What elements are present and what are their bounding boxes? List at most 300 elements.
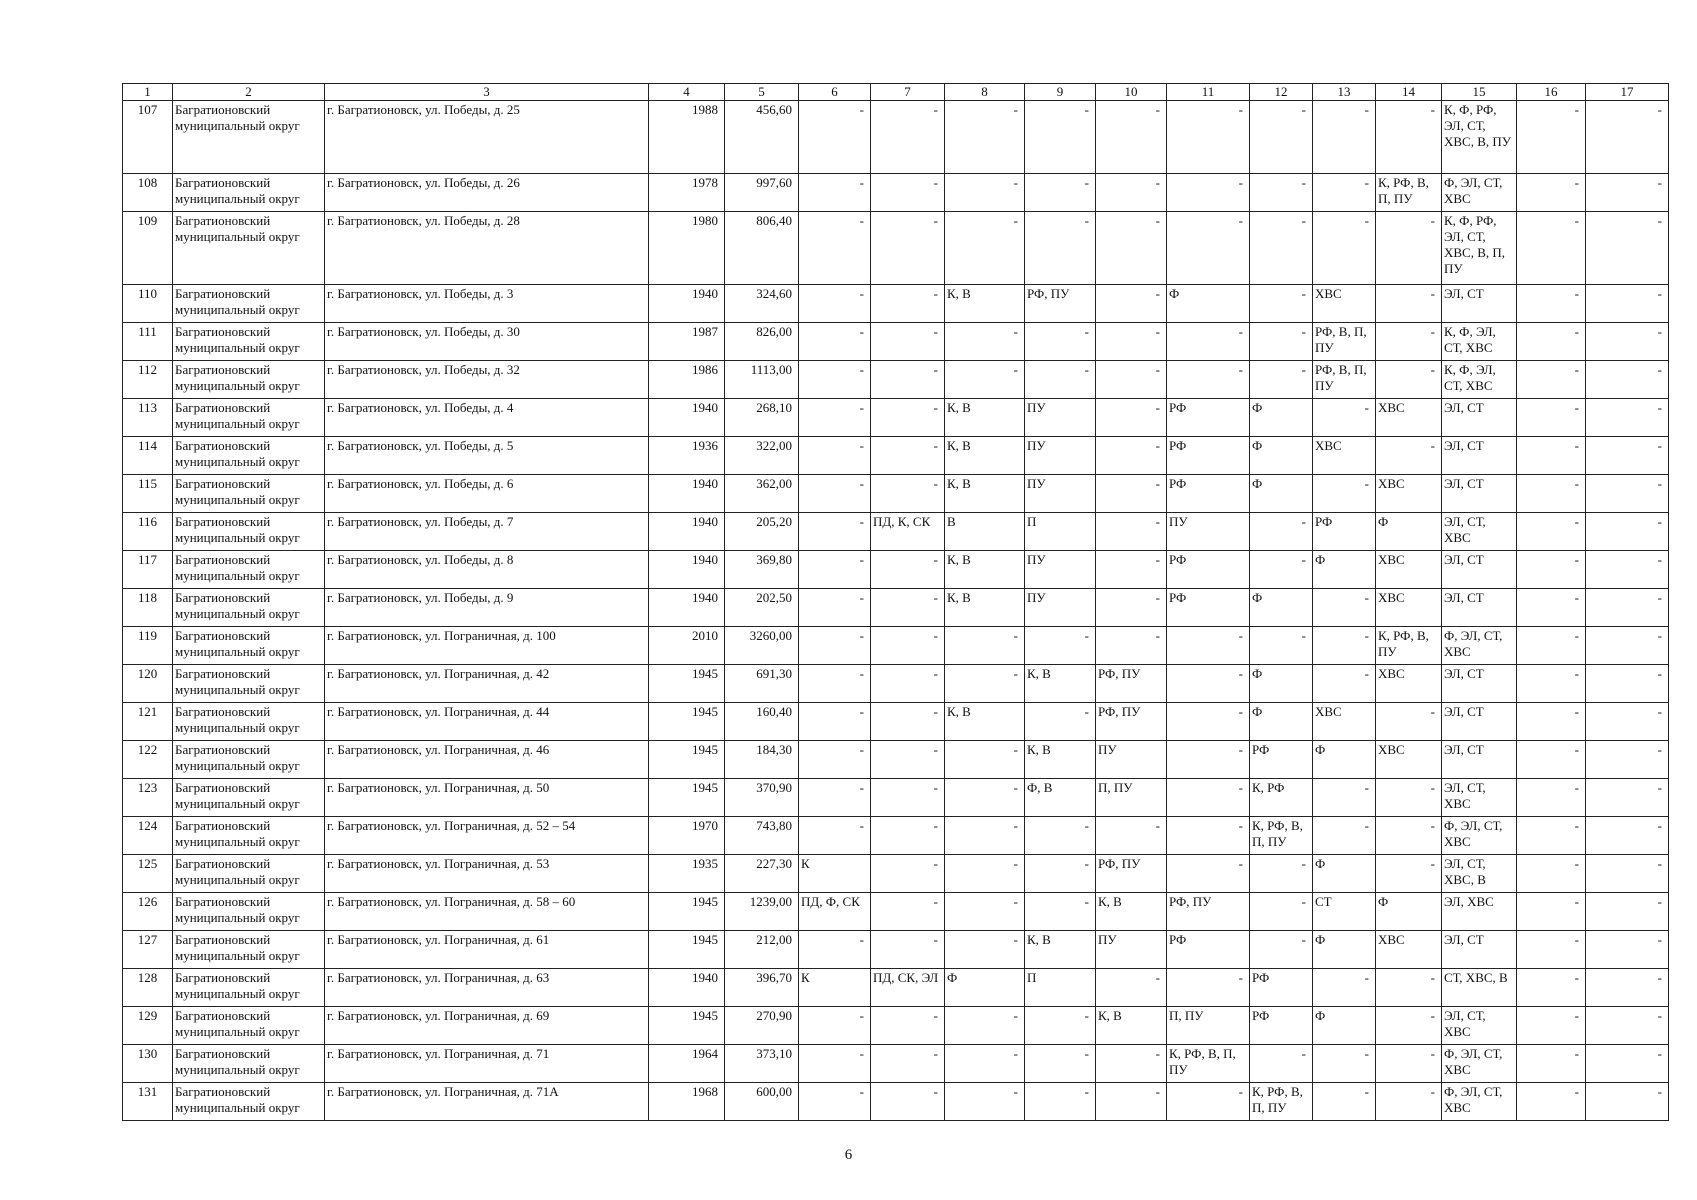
table-cell-col-5: 205,20 <box>725 513 799 551</box>
table-cell-col-16: - <box>1517 893 1586 931</box>
table-cell-col-11: РФ <box>1167 931 1250 969</box>
table-cell-col-1: 129 <box>123 1007 173 1045</box>
column-header-8: 8 <box>945 84 1025 101</box>
table-cell-col-10: - <box>1096 437 1167 475</box>
table-cell-col-3: г. Багратионовск, ул. Пограничная, д. 42 <box>325 665 649 703</box>
table-cell-col-15: ЭЛ, СТ <box>1442 703 1517 741</box>
table-cell-col-11: - <box>1167 101 1250 174</box>
table-cell-col-6: - <box>799 817 871 855</box>
table-cell-col-17: - <box>1586 627 1669 665</box>
table-cell-col-12: - <box>1250 361 1313 399</box>
table-cell-col-17: - <box>1586 399 1669 437</box>
table-cell-col-17: - <box>1586 703 1669 741</box>
table-cell-col-12: Ф <box>1250 589 1313 627</box>
table-cell-col-17: - <box>1586 1045 1669 1083</box>
table-cell-col-12: - <box>1250 323 1313 361</box>
table-cell-col-9: - <box>1025 627 1096 665</box>
table-cell-col-5: 212,00 <box>725 931 799 969</box>
table-cell-col-11: - <box>1167 1083 1250 1121</box>
table-cell-col-16: - <box>1517 475 1586 513</box>
table-cell-col-3: г. Багратионовск, ул. Пограничная, д. 100 <box>325 627 649 665</box>
table-cell-col-14: К, РФ, В, ПУ <box>1376 627 1442 665</box>
table-cell-col-3: г. Багратионовск, ул. Пограничная, д. 58 – 60 <box>325 893 649 931</box>
table-cell-col-6: - <box>799 931 871 969</box>
table-cell-col-10: - <box>1096 817 1167 855</box>
table-cell-col-9: ПУ <box>1025 437 1096 475</box>
table-cell-col-1: 124 <box>123 817 173 855</box>
table-cell-col-4: 1936 <box>649 437 725 475</box>
table-cell-col-15: Ф, ЭЛ, СТ, ХВС <box>1442 1045 1517 1083</box>
table-cell-col-13: - <box>1313 212 1376 285</box>
table-cell-col-7: - <box>871 399 945 437</box>
table-cell-col-2: Багратионовский муниципальный округ <box>173 323 325 361</box>
table-cell-col-16: - <box>1517 361 1586 399</box>
table-cell-col-2: Багратионовский муниципальный округ <box>173 779 325 817</box>
table-cell-col-5: 997,60 <box>725 174 799 212</box>
table-cell-col-17: - <box>1586 475 1669 513</box>
table-cell-col-10: ПУ <box>1096 931 1167 969</box>
table-cell-col-8: К, В <box>945 551 1025 589</box>
table-row <box>123 779 1669 817</box>
table-cell-col-3: г. Багратионовск, ул. Победы, д. 4 <box>325 399 649 437</box>
table-cell-col-14: ХВС <box>1376 551 1442 589</box>
table-cell-col-13: РФ, В, П, ПУ <box>1313 361 1376 399</box>
table-cell-col-2: Багратионовский муниципальный округ <box>173 855 325 893</box>
table-cell-col-17: - <box>1586 437 1669 475</box>
table-cell-col-10: - <box>1096 969 1167 1007</box>
table-cell-col-7: - <box>871 893 945 931</box>
table-cell-col-8: - <box>945 101 1025 174</box>
table-cell-col-2: Багратионовский муниципальный округ <box>173 741 325 779</box>
table-cell-col-3: г. Багратионовск, ул. Пограничная, д. 61 <box>325 931 649 969</box>
table-cell-col-9: ПУ <box>1025 399 1096 437</box>
table-cell-col-7: - <box>871 323 945 361</box>
table-cell-col-6: ПД, Ф, СК <box>799 893 871 931</box>
table-cell-col-15: ЭЛ, СТ <box>1442 437 1517 475</box>
table-cell-col-10: - <box>1096 101 1167 174</box>
table-cell-col-2: Багратионовский муниципальный округ <box>173 399 325 437</box>
table-cell-col-6: - <box>799 703 871 741</box>
table-cell-col-9: РФ, ПУ <box>1025 285 1096 323</box>
table-cell-col-9: - <box>1025 1045 1096 1083</box>
column-header-4: 4 <box>649 84 725 101</box>
table-row <box>123 1045 1669 1083</box>
table-cell-col-11: К, РФ, В, П, ПУ <box>1167 1045 1250 1083</box>
table-cell-col-17: - <box>1586 779 1669 817</box>
table-cell-col-5: 160,40 <box>725 703 799 741</box>
table-cell-col-13: ХВС <box>1313 437 1376 475</box>
table-cell-col-10: ПУ <box>1096 741 1167 779</box>
table-cell-col-16: - <box>1517 285 1586 323</box>
table-cell-col-16: - <box>1517 513 1586 551</box>
table-cell-col-11: П, ПУ <box>1167 1007 1250 1045</box>
table-cell-col-11: - <box>1167 741 1250 779</box>
table-cell-col-15: К, Ф, РФ, ЭЛ, СТ, ХВС, В, П, ПУ <box>1442 212 1517 285</box>
table-cell-col-8: - <box>945 212 1025 285</box>
table-cell-col-6: - <box>799 1083 871 1121</box>
table-cell-col-2: Багратионовский муниципальный округ <box>173 1083 325 1121</box>
table-cell-col-10: - <box>1096 212 1167 285</box>
table-cell-col-17: - <box>1586 101 1669 174</box>
table-cell-col-5: 396,70 <box>725 969 799 1007</box>
table-cell-col-13: - <box>1313 1083 1376 1121</box>
table-cell-col-9: ПУ <box>1025 551 1096 589</box>
table-cell-col-1: 125 <box>123 855 173 893</box>
table-cell-col-14: ХВС <box>1376 589 1442 627</box>
table-cell-col-5: 743,80 <box>725 817 799 855</box>
table-cell-col-8: - <box>945 779 1025 817</box>
table-cell-col-8: - <box>945 361 1025 399</box>
table-cell-col-4: 1978 <box>649 174 725 212</box>
table-cell-col-1: 128 <box>123 969 173 1007</box>
table-cell-col-4: 1968 <box>649 1083 725 1121</box>
table-cell-col-3: г. Багратионовск, ул. Пограничная, д. 71 <box>325 1045 649 1083</box>
table-cell-col-9: К, В <box>1025 665 1096 703</box>
column-header-16: 16 <box>1517 84 1586 101</box>
table-cell-col-8: - <box>945 893 1025 931</box>
table-row <box>123 361 1669 399</box>
table-cell-col-9: ПУ <box>1025 475 1096 513</box>
table-cell-col-16: - <box>1517 931 1586 969</box>
table-cell-col-2: Багратионовский муниципальный округ <box>173 285 325 323</box>
table-cell-col-13: - <box>1313 475 1376 513</box>
table-cell-col-17: - <box>1586 323 1669 361</box>
table-cell-col-8: - <box>945 817 1025 855</box>
table-cell-col-7: - <box>871 551 945 589</box>
table-cell-col-15: ЭЛ, СТ <box>1442 551 1517 589</box>
table-cell-col-8: - <box>945 665 1025 703</box>
table-cell-col-7: - <box>871 174 945 212</box>
table-cell-col-11: - <box>1167 969 1250 1007</box>
table-cell-col-15: СТ, ХВС, В <box>1442 969 1517 1007</box>
table-cell-col-2: Багратионовский муниципальный округ <box>173 627 325 665</box>
table-cell-col-9: П <box>1025 969 1096 1007</box>
table-row <box>123 101 1669 174</box>
table-cell-col-8: - <box>945 741 1025 779</box>
table-cell-col-4: 1980 <box>649 212 725 285</box>
table-row <box>123 703 1669 741</box>
table-cell-col-3: г. Багратионовск, ул. Победы, д. 9 <box>325 589 649 627</box>
table-cell-col-7: - <box>871 101 945 174</box>
table-row <box>123 931 1669 969</box>
column-header-12: 12 <box>1250 84 1313 101</box>
table-cell-col-4: 1940 <box>649 969 725 1007</box>
table-cell-col-11: - <box>1167 855 1250 893</box>
table-cell-col-14: - <box>1376 285 1442 323</box>
table-cell-col-11: РФ <box>1167 399 1250 437</box>
table-cell-col-6: - <box>799 212 871 285</box>
table-cell-col-13: - <box>1313 589 1376 627</box>
table-cell-col-7: - <box>871 1045 945 1083</box>
table-cell-col-12: РФ <box>1250 1007 1313 1045</box>
table-cell-col-13: ХВС <box>1313 285 1376 323</box>
table-cell-col-14: - <box>1376 779 1442 817</box>
table-cell-col-2: Багратионовский муниципальный округ <box>173 437 325 475</box>
table-cell-col-6: К <box>799 969 871 1007</box>
table-cell-col-15: ЭЛ, СТ <box>1442 475 1517 513</box>
table-cell-col-4: 1940 <box>649 475 725 513</box>
table-cell-col-5: 322,00 <box>725 437 799 475</box>
table-cell-col-5: 362,00 <box>725 475 799 513</box>
table-cell-col-17: - <box>1586 174 1669 212</box>
table-row <box>123 285 1669 323</box>
table-cell-col-17: - <box>1586 1083 1669 1121</box>
table-cell-col-12: К, РФ <box>1250 779 1313 817</box>
table-cell-col-1: 117 <box>123 551 173 589</box>
table-cell-col-14: - <box>1376 437 1442 475</box>
table-cell-col-3: г. Багратионовск, ул. Пограничная, д. 71А <box>325 1083 649 1121</box>
column-header-17: 17 <box>1586 84 1669 101</box>
table-cell-col-9: К, В <box>1025 931 1096 969</box>
table-cell-col-15: ЭЛ, СТ, ХВС, В <box>1442 855 1517 893</box>
table-cell-col-9: - <box>1025 893 1096 931</box>
table-cell-col-12: Ф <box>1250 475 1313 513</box>
column-header-5: 5 <box>725 84 799 101</box>
table-cell-col-10: К, В <box>1096 1007 1167 1045</box>
table-cell-col-14: - <box>1376 101 1442 174</box>
table-cell-col-4: 1970 <box>649 817 725 855</box>
table-cell-col-6: - <box>799 779 871 817</box>
table-cell-col-10: - <box>1096 174 1167 212</box>
table-cell-col-4: 1940 <box>649 513 725 551</box>
table-cell-col-16: - <box>1517 1045 1586 1083</box>
table-row <box>123 399 1669 437</box>
table-cell-col-13: - <box>1313 1045 1376 1083</box>
table-cell-col-13: СТ <box>1313 893 1376 931</box>
table-cell-col-16: - <box>1517 741 1586 779</box>
table-cell-col-17: - <box>1586 513 1669 551</box>
table-cell-col-2: Багратионовский муниципальный округ <box>173 817 325 855</box>
table-cell-col-6: - <box>799 361 871 399</box>
table-cell-col-9: - <box>1025 174 1096 212</box>
table-cell-col-7: - <box>871 703 945 741</box>
table-cell-col-16: - <box>1517 437 1586 475</box>
table-cell-col-17: - <box>1586 551 1669 589</box>
table-cell-col-6: - <box>799 665 871 703</box>
table-cell-col-15: Ф, ЭЛ, СТ, ХВС <box>1442 627 1517 665</box>
table-cell-col-2: Багратионовский муниципальный округ <box>173 551 325 589</box>
table-cell-col-9: - <box>1025 1083 1096 1121</box>
table-cell-col-8: К, В <box>945 399 1025 437</box>
table-cell-col-12: Ф <box>1250 437 1313 475</box>
table-cell-col-16: - <box>1517 1083 1586 1121</box>
table-cell-col-4: 1945 <box>649 703 725 741</box>
table-cell-col-16: - <box>1517 212 1586 285</box>
table-cell-col-12: - <box>1250 1045 1313 1083</box>
table-cell-col-17: - <box>1586 589 1669 627</box>
table-row <box>123 817 1669 855</box>
table-cell-col-1: 120 <box>123 665 173 703</box>
table-cell-col-1: 116 <box>123 513 173 551</box>
table-cell-col-4: 1940 <box>649 589 725 627</box>
table-cell-col-11: РФ <box>1167 551 1250 589</box>
table-cell-col-10: - <box>1096 551 1167 589</box>
table-cell-col-4: 1988 <box>649 101 725 174</box>
table-cell-col-17: - <box>1586 817 1669 855</box>
table-cell-col-1: 109 <box>123 212 173 285</box>
table-cell-col-14: Ф <box>1376 893 1442 931</box>
table-cell-col-10: К, В <box>1096 893 1167 931</box>
table-cell-col-13: - <box>1313 627 1376 665</box>
table-row <box>123 437 1669 475</box>
table-body <box>123 101 1669 1121</box>
table-cell-col-12: - <box>1250 285 1313 323</box>
table-cell-col-10: - <box>1096 1083 1167 1121</box>
table-cell-col-17: - <box>1586 361 1669 399</box>
table-cell-col-5: 3260,00 <box>725 627 799 665</box>
table-cell-col-17: - <box>1586 1007 1669 1045</box>
table-cell-col-7: - <box>871 741 945 779</box>
table-cell-col-14: - <box>1376 212 1442 285</box>
table-cell-col-11: РФ <box>1167 437 1250 475</box>
table-row <box>123 627 1669 665</box>
table-cell-col-10: - <box>1096 589 1167 627</box>
table-cell-col-9: - <box>1025 817 1096 855</box>
table-cell-col-13: Ф <box>1313 1007 1376 1045</box>
table-cell-col-9: - <box>1025 101 1096 174</box>
table-cell-col-1: 123 <box>123 779 173 817</box>
table-cell-col-11: РФ <box>1167 589 1250 627</box>
table-cell-col-13: Ф <box>1313 855 1376 893</box>
column-header-9: 9 <box>1025 84 1096 101</box>
table-cell-col-7: ПД, СК, ЭЛ <box>871 969 945 1007</box>
table-cell-col-13: РФ <box>1313 513 1376 551</box>
table-cell-col-7: - <box>871 1083 945 1121</box>
table-cell-col-3: г. Багратионовск, ул. Пограничная, д. 63 <box>325 969 649 1007</box>
table-cell-col-6: - <box>799 285 871 323</box>
table-cell-col-10: РФ, ПУ <box>1096 855 1167 893</box>
table-cell-col-11: - <box>1167 703 1250 741</box>
column-header-7: 7 <box>871 84 945 101</box>
table-cell-col-12: - <box>1250 855 1313 893</box>
table-cell-col-13: ХВС <box>1313 703 1376 741</box>
table-cell-col-11: - <box>1167 665 1250 703</box>
table-cell-col-11: Ф <box>1167 285 1250 323</box>
table-cell-col-14: - <box>1376 1045 1442 1083</box>
table-cell-col-6: - <box>799 513 871 551</box>
table-cell-col-2: Багратионовский муниципальный округ <box>173 665 325 703</box>
table-cell-col-16: - <box>1517 174 1586 212</box>
table-cell-col-13: Ф <box>1313 741 1376 779</box>
table-cell-col-3: г. Багратионовск, ул. Пограничная, д. 69 <box>325 1007 649 1045</box>
table-cell-col-3: г. Багратионовск, ул. Пограничная, д. 46 <box>325 741 649 779</box>
table-cell-col-10: - <box>1096 1045 1167 1083</box>
table-cell-col-1: 107 <box>123 101 173 174</box>
table-cell-col-2: Багратионовский муниципальный округ <box>173 969 325 1007</box>
table-cell-col-10: П, ПУ <box>1096 779 1167 817</box>
table-cell-col-6: - <box>799 399 871 437</box>
table-cell-col-1: 110 <box>123 285 173 323</box>
table-cell-col-14: К, РФ, В, П, ПУ <box>1376 174 1442 212</box>
table-cell-col-5: 370,90 <box>725 779 799 817</box>
table-cell-col-6: К <box>799 855 871 893</box>
table-cell-col-13: - <box>1313 969 1376 1007</box>
table-cell-col-2: Багратионовский муниципальный округ <box>173 101 325 174</box>
table-cell-col-15: ЭЛ, СТ, ХВС <box>1442 779 1517 817</box>
table-cell-col-10: - <box>1096 285 1167 323</box>
table-cell-col-4: 1940 <box>649 285 725 323</box>
table-cell-col-15: ЭЛ, СТ <box>1442 741 1517 779</box>
table-cell-col-9: - <box>1025 1007 1096 1045</box>
table-cell-col-8: К, В <box>945 475 1025 513</box>
table-cell-col-1: 126 <box>123 893 173 931</box>
table-cell-col-1: 131 <box>123 1083 173 1121</box>
table-cell-col-4: 1987 <box>649 323 725 361</box>
table-cell-col-14: Ф <box>1376 513 1442 551</box>
table-cell-col-10: - <box>1096 323 1167 361</box>
table-cell-col-9: - <box>1025 212 1096 285</box>
table-cell-col-2: Багратионовский муниципальный округ <box>173 513 325 551</box>
table-cell-col-13: - <box>1313 817 1376 855</box>
table-cell-col-13: - <box>1313 399 1376 437</box>
table-cell-col-15: К, Ф, РФ, ЭЛ, СТ, ХВС, В, ПУ <box>1442 101 1517 174</box>
table-cell-col-10: - <box>1096 399 1167 437</box>
table-cell-col-7: - <box>871 817 945 855</box>
table-cell-col-12: - <box>1250 101 1313 174</box>
table-cell-col-3: г. Багратионовск, ул. Победы, д. 28 <box>325 212 649 285</box>
table-row <box>123 893 1669 931</box>
table-cell-col-15: Ф, ЭЛ, СТ, ХВС <box>1442 1083 1517 1121</box>
table-cell-col-12: - <box>1250 627 1313 665</box>
table-cell-col-6: - <box>799 627 871 665</box>
table-cell-col-15: ЭЛ, СТ <box>1442 931 1517 969</box>
table-cell-col-14: - <box>1376 323 1442 361</box>
table-cell-col-11: - <box>1167 212 1250 285</box>
table-cell-col-14: - <box>1376 855 1442 893</box>
table-cell-col-17: - <box>1586 893 1669 931</box>
table-cell-col-16: - <box>1517 551 1586 589</box>
table-cell-col-4: 1945 <box>649 741 725 779</box>
table-cell-col-8: К, В <box>945 589 1025 627</box>
table-cell-col-16: - <box>1517 665 1586 703</box>
table-cell-col-7: - <box>871 627 945 665</box>
table-cell-col-15: Ф, ЭЛ, СТ, ХВС <box>1442 174 1517 212</box>
table-cell-col-12: - <box>1250 551 1313 589</box>
table-cell-col-6: - <box>799 551 871 589</box>
table-cell-col-5: 184,30 <box>725 741 799 779</box>
table-cell-col-5: 826,00 <box>725 323 799 361</box>
table-cell-col-1: 114 <box>123 437 173 475</box>
table-cell-col-17: - <box>1586 969 1669 1007</box>
table-cell-col-14: ХВС <box>1376 665 1442 703</box>
table-cell-col-12: - <box>1250 212 1313 285</box>
table-cell-col-17: - <box>1586 931 1669 969</box>
table-cell-col-12: Ф <box>1250 703 1313 741</box>
table-cell-col-8: - <box>945 323 1025 361</box>
table-cell-col-6: - <box>799 475 871 513</box>
table-cell-col-5: 456,60 <box>725 101 799 174</box>
table-cell-col-7: ПД, К, СК <box>871 513 945 551</box>
table-cell-col-1: 112 <box>123 361 173 399</box>
table-cell-col-11: РФ <box>1167 475 1250 513</box>
table-cell-col-16: - <box>1517 589 1586 627</box>
table-row <box>123 1007 1669 1045</box>
table-cell-col-13: Ф <box>1313 931 1376 969</box>
table-cell-col-4: 1945 <box>649 665 725 703</box>
table-cell-col-1: 118 <box>123 589 173 627</box>
table-cell-col-9: - <box>1025 361 1096 399</box>
table-cell-col-8: Ф <box>945 969 1025 1007</box>
table-cell-col-1: 111 <box>123 323 173 361</box>
table-cell-col-3: г. Багратионовск, ул. Победы, д. 26 <box>325 174 649 212</box>
table-cell-col-1: 122 <box>123 741 173 779</box>
table-cell-col-8: В <box>945 513 1025 551</box>
registry-table <box>122 83 1669 1121</box>
table-cell-col-4: 1945 <box>649 931 725 969</box>
table-row <box>123 513 1669 551</box>
table-cell-col-14: - <box>1376 969 1442 1007</box>
table-cell-col-7: - <box>871 665 945 703</box>
